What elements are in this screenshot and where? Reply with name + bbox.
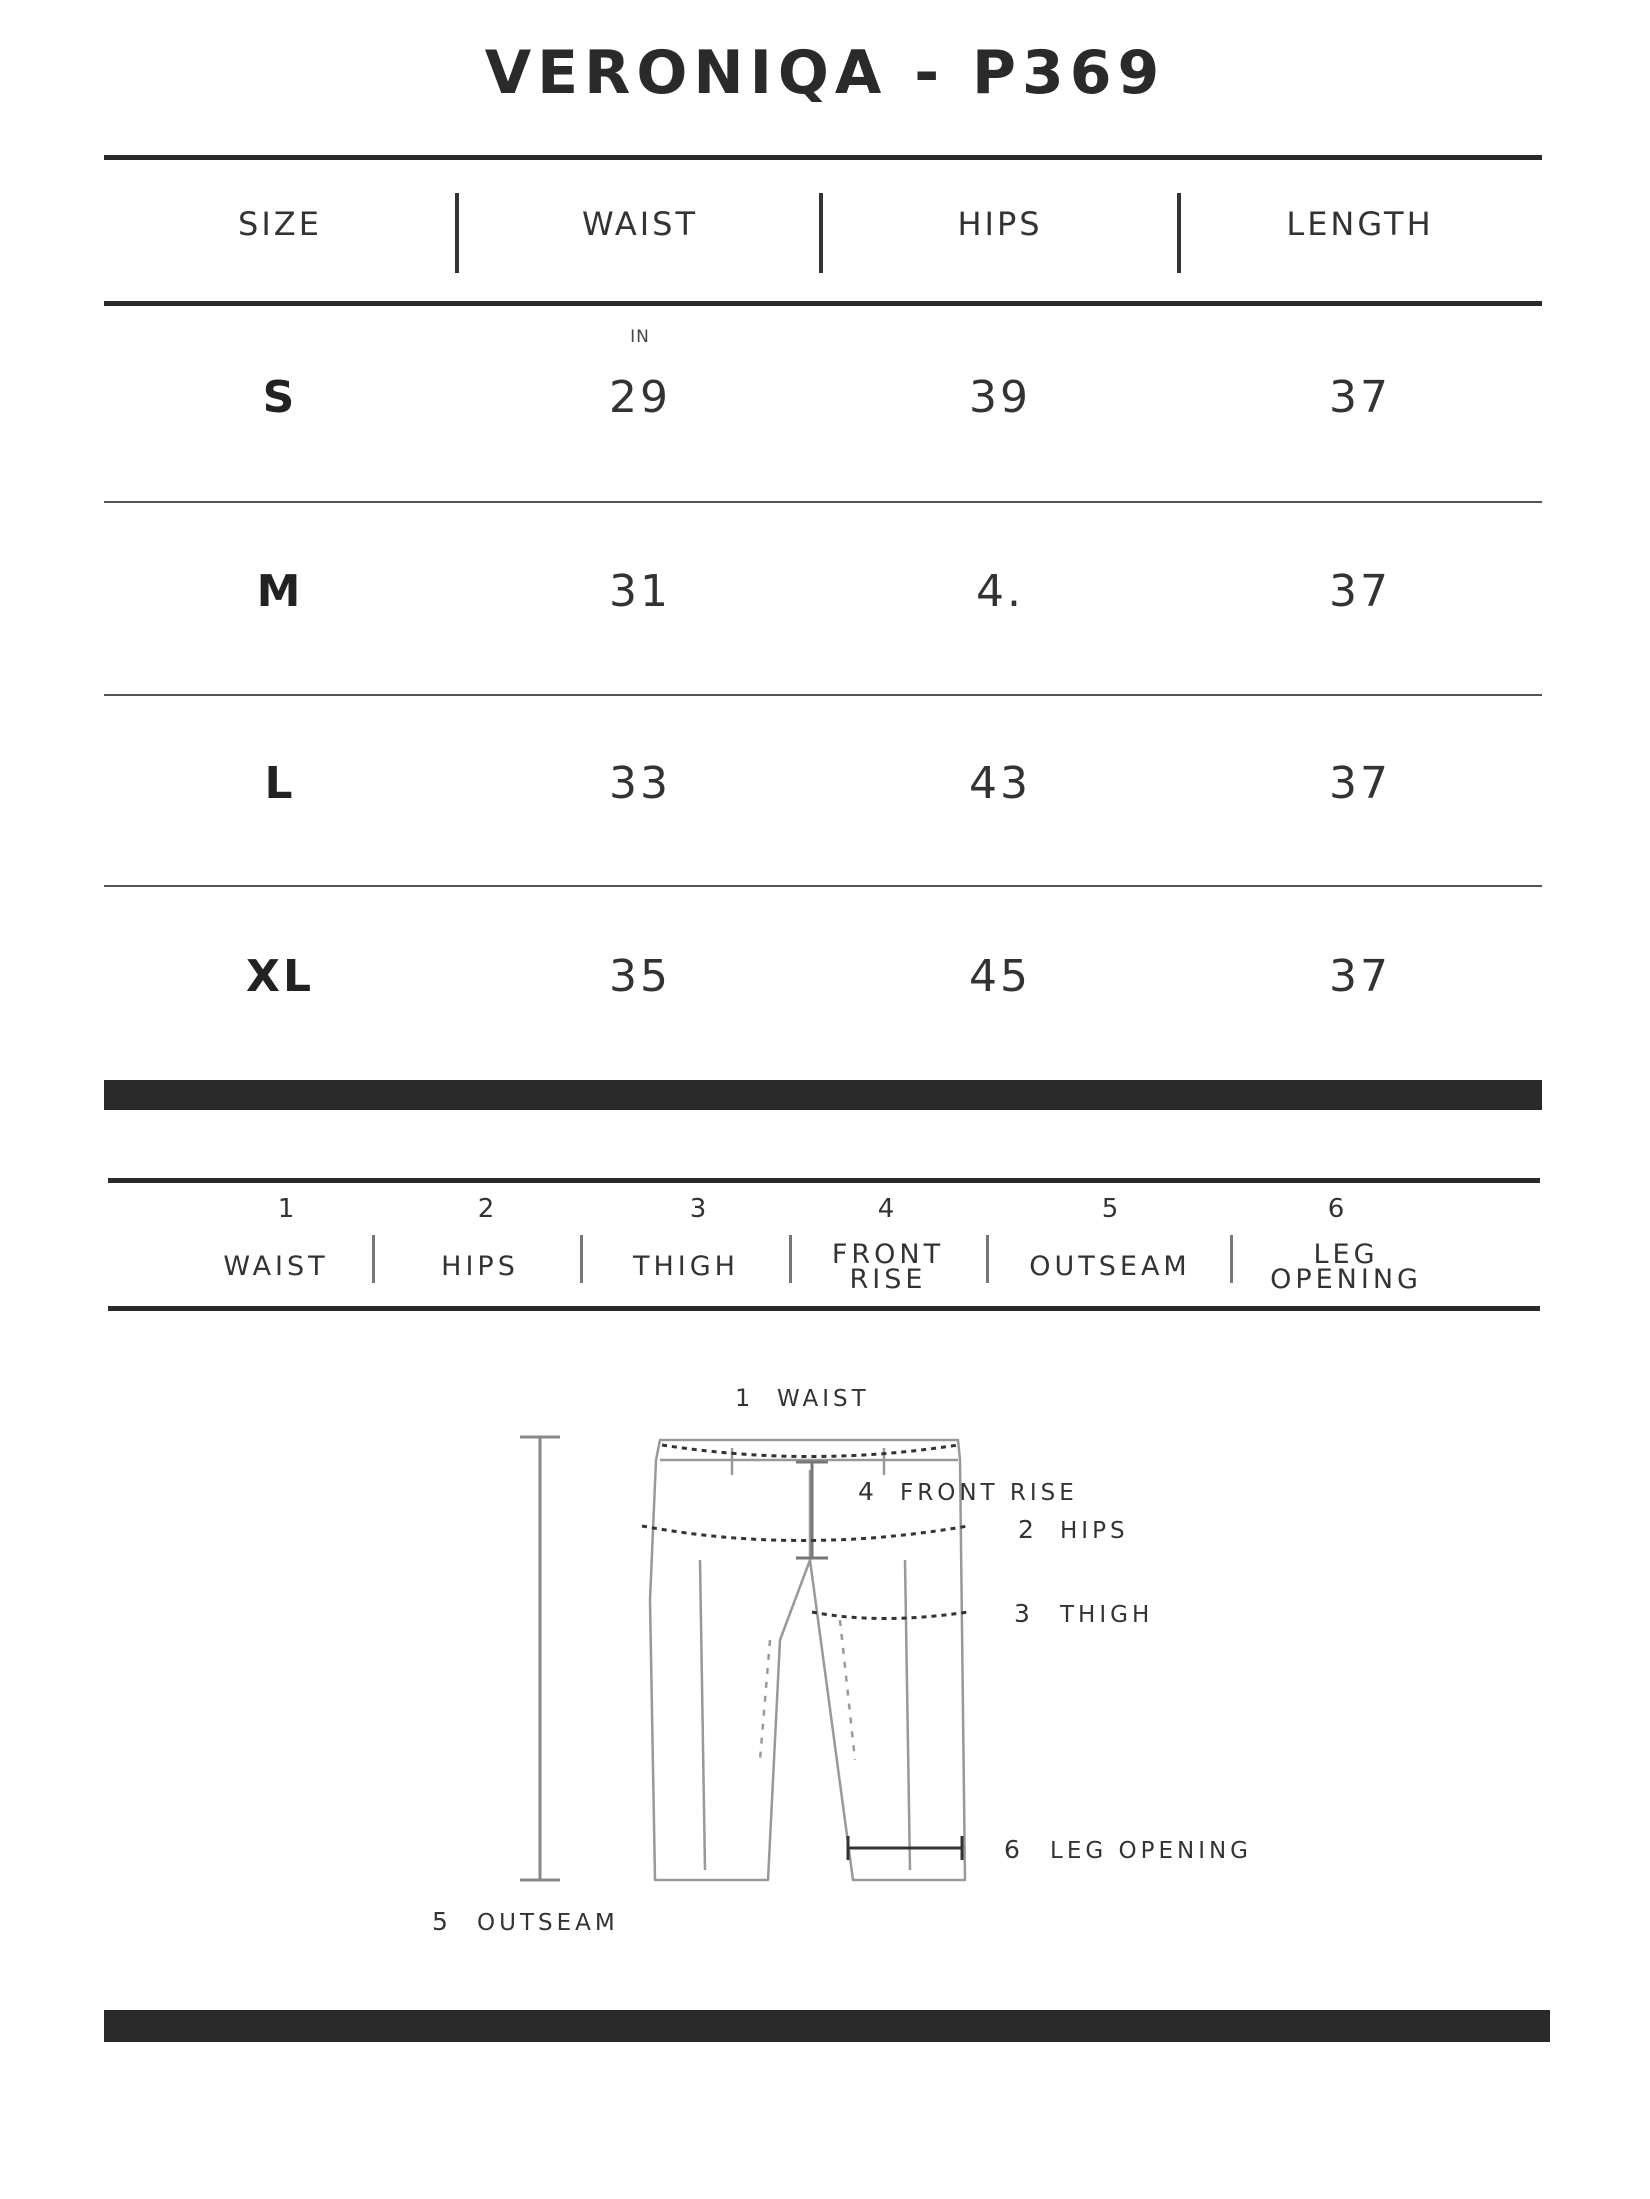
diagram-thigh-number: 3 xyxy=(1014,1599,1034,1628)
hips-cell: 45 xyxy=(969,951,1031,1002)
key-label-line: LEG xyxy=(1313,1239,1379,1270)
key-number: 4 xyxy=(877,1194,895,1224)
hips-cell: 39 xyxy=(969,372,1031,423)
header-waist: WAIST xyxy=(581,205,699,243)
waist-cell: 35 xyxy=(609,951,671,1002)
diagram-hips-label: HIPS xyxy=(1060,1518,1129,1544)
diagram-front-rise-number: 4 xyxy=(858,1477,878,1506)
key-label-line: FRONT xyxy=(831,1239,945,1270)
diagram-front-rise-label: FRONT RISE xyxy=(900,1480,1078,1506)
hips-measure-line xyxy=(642,1526,968,1541)
header-size: SIZE xyxy=(238,205,322,243)
waist-cell: 29 xyxy=(609,372,671,423)
page-title: VERONIQA - P369 xyxy=(484,38,1166,108)
leg-opening-measure xyxy=(848,1836,962,1860)
key-label-line: RISE xyxy=(849,1264,927,1295)
diagram-hips-number: 2 xyxy=(1018,1515,1038,1544)
diagram-waist-label: WAIST xyxy=(777,1386,870,1412)
diagram-leg-opening-label: LEG OPENING xyxy=(1050,1838,1253,1864)
waist-cell: 33 xyxy=(609,758,671,809)
key-number: 6 xyxy=(1327,1194,1345,1224)
key-label-hips: HIPS xyxy=(441,1251,519,1282)
bottom-bar xyxy=(104,2010,1550,2042)
size-cell: L xyxy=(264,758,296,809)
key-number: 3 xyxy=(689,1194,707,1224)
diagram-thigh-label: THIGH xyxy=(1060,1602,1154,1628)
key-number: 5 xyxy=(1101,1194,1119,1224)
diagram-outseam-label: OUTSEAM xyxy=(477,1910,619,1936)
trouser-outline xyxy=(650,1440,965,1880)
hips-cell: 4. xyxy=(976,566,1024,617)
size-cell: M xyxy=(256,566,304,617)
length-cell: 37 xyxy=(1329,566,1391,617)
key-label-line: OPENING xyxy=(1270,1264,1422,1295)
length-cell: 37 xyxy=(1329,372,1391,423)
key-number: 1 xyxy=(277,1194,295,1224)
header-hips: HIPS xyxy=(957,205,1043,243)
size-cell: S xyxy=(262,372,298,423)
length-cell: 37 xyxy=(1329,951,1391,1002)
key-number: 2 xyxy=(477,1194,495,1224)
thigh-measure-line xyxy=(812,1612,968,1619)
diagram-leg-opening-number: 6 xyxy=(1004,1835,1024,1864)
unit-label: IN xyxy=(630,327,650,347)
waist-measure-line xyxy=(662,1445,958,1457)
size-cell: XL xyxy=(246,951,314,1002)
front-rise-measure xyxy=(796,1462,828,1558)
key-label-waist: WAIST xyxy=(223,1251,329,1282)
key-label-outseam: OUTSEAM xyxy=(1029,1251,1191,1282)
diagram-waist-number: 1 xyxy=(735,1384,755,1412)
header-length: LENGTH xyxy=(1286,205,1434,243)
length-cell: 37 xyxy=(1329,758,1391,809)
diagram-outseam-number: 5 xyxy=(432,1907,452,1936)
hips-cell: 43 xyxy=(969,758,1031,809)
outseam-ruler xyxy=(520,1437,560,1880)
waist-cell: 31 xyxy=(609,566,671,617)
key-label-thigh: THIGH xyxy=(633,1251,739,1282)
